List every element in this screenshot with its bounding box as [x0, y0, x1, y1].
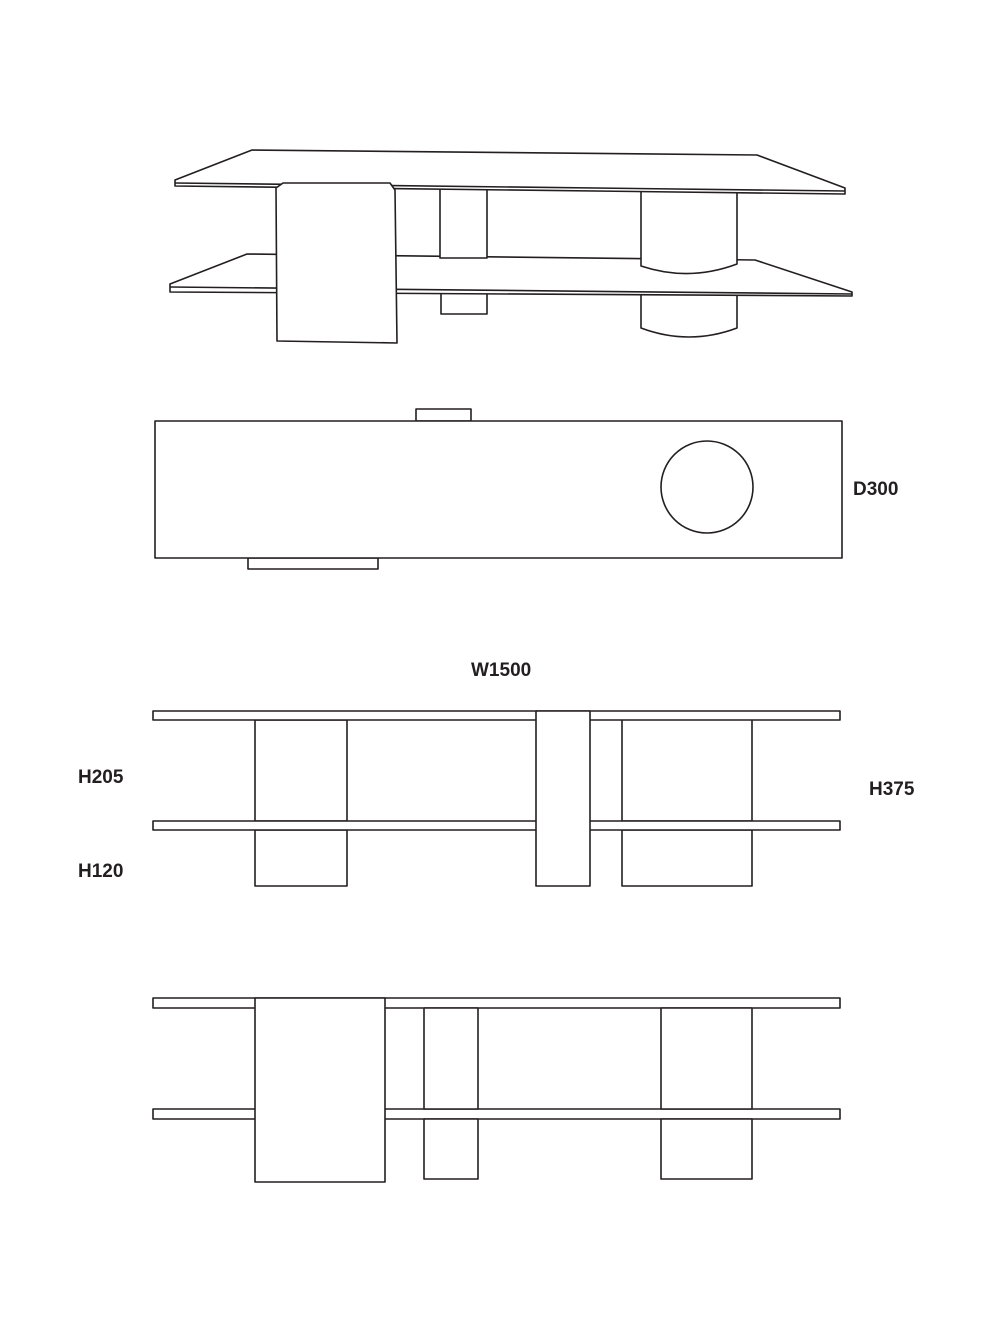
perspective-view	[170, 150, 852, 343]
height-total-label: H375	[869, 779, 915, 800]
middle-pillar-upper	[440, 188, 487, 258]
cylinder-upper	[641, 190, 737, 274]
tab-top	[416, 409, 471, 421]
height-lower-label: H120	[78, 861, 124, 882]
tab-bottom	[248, 558, 378, 569]
lower-shelf-front	[153, 821, 840, 830]
right-block-back-lower	[661, 1119, 752, 1179]
left-block-lower	[255, 830, 347, 886]
top-shelf-front	[153, 711, 840, 720]
depth-label: D300	[853, 479, 899, 500]
front-block	[276, 183, 397, 343]
center-tall-block	[536, 711, 590, 886]
height-upper-label: H205	[78, 767, 124, 788]
right-block-upper	[622, 718, 752, 821]
back-elevation	[153, 998, 840, 1182]
large-block-back	[255, 998, 385, 1182]
right-block-lower	[622, 830, 752, 886]
front-elevation	[78, 660, 915, 886]
width-label: W1500	[471, 660, 532, 681]
narrow-pillar-upper	[424, 1008, 478, 1109]
right-block-back-upper	[661, 1008, 752, 1109]
narrow-pillar-lower	[424, 1119, 478, 1179]
left-block-upper	[255, 720, 347, 821]
cylinder-circle	[661, 441, 753, 533]
top-view	[155, 409, 898, 569]
